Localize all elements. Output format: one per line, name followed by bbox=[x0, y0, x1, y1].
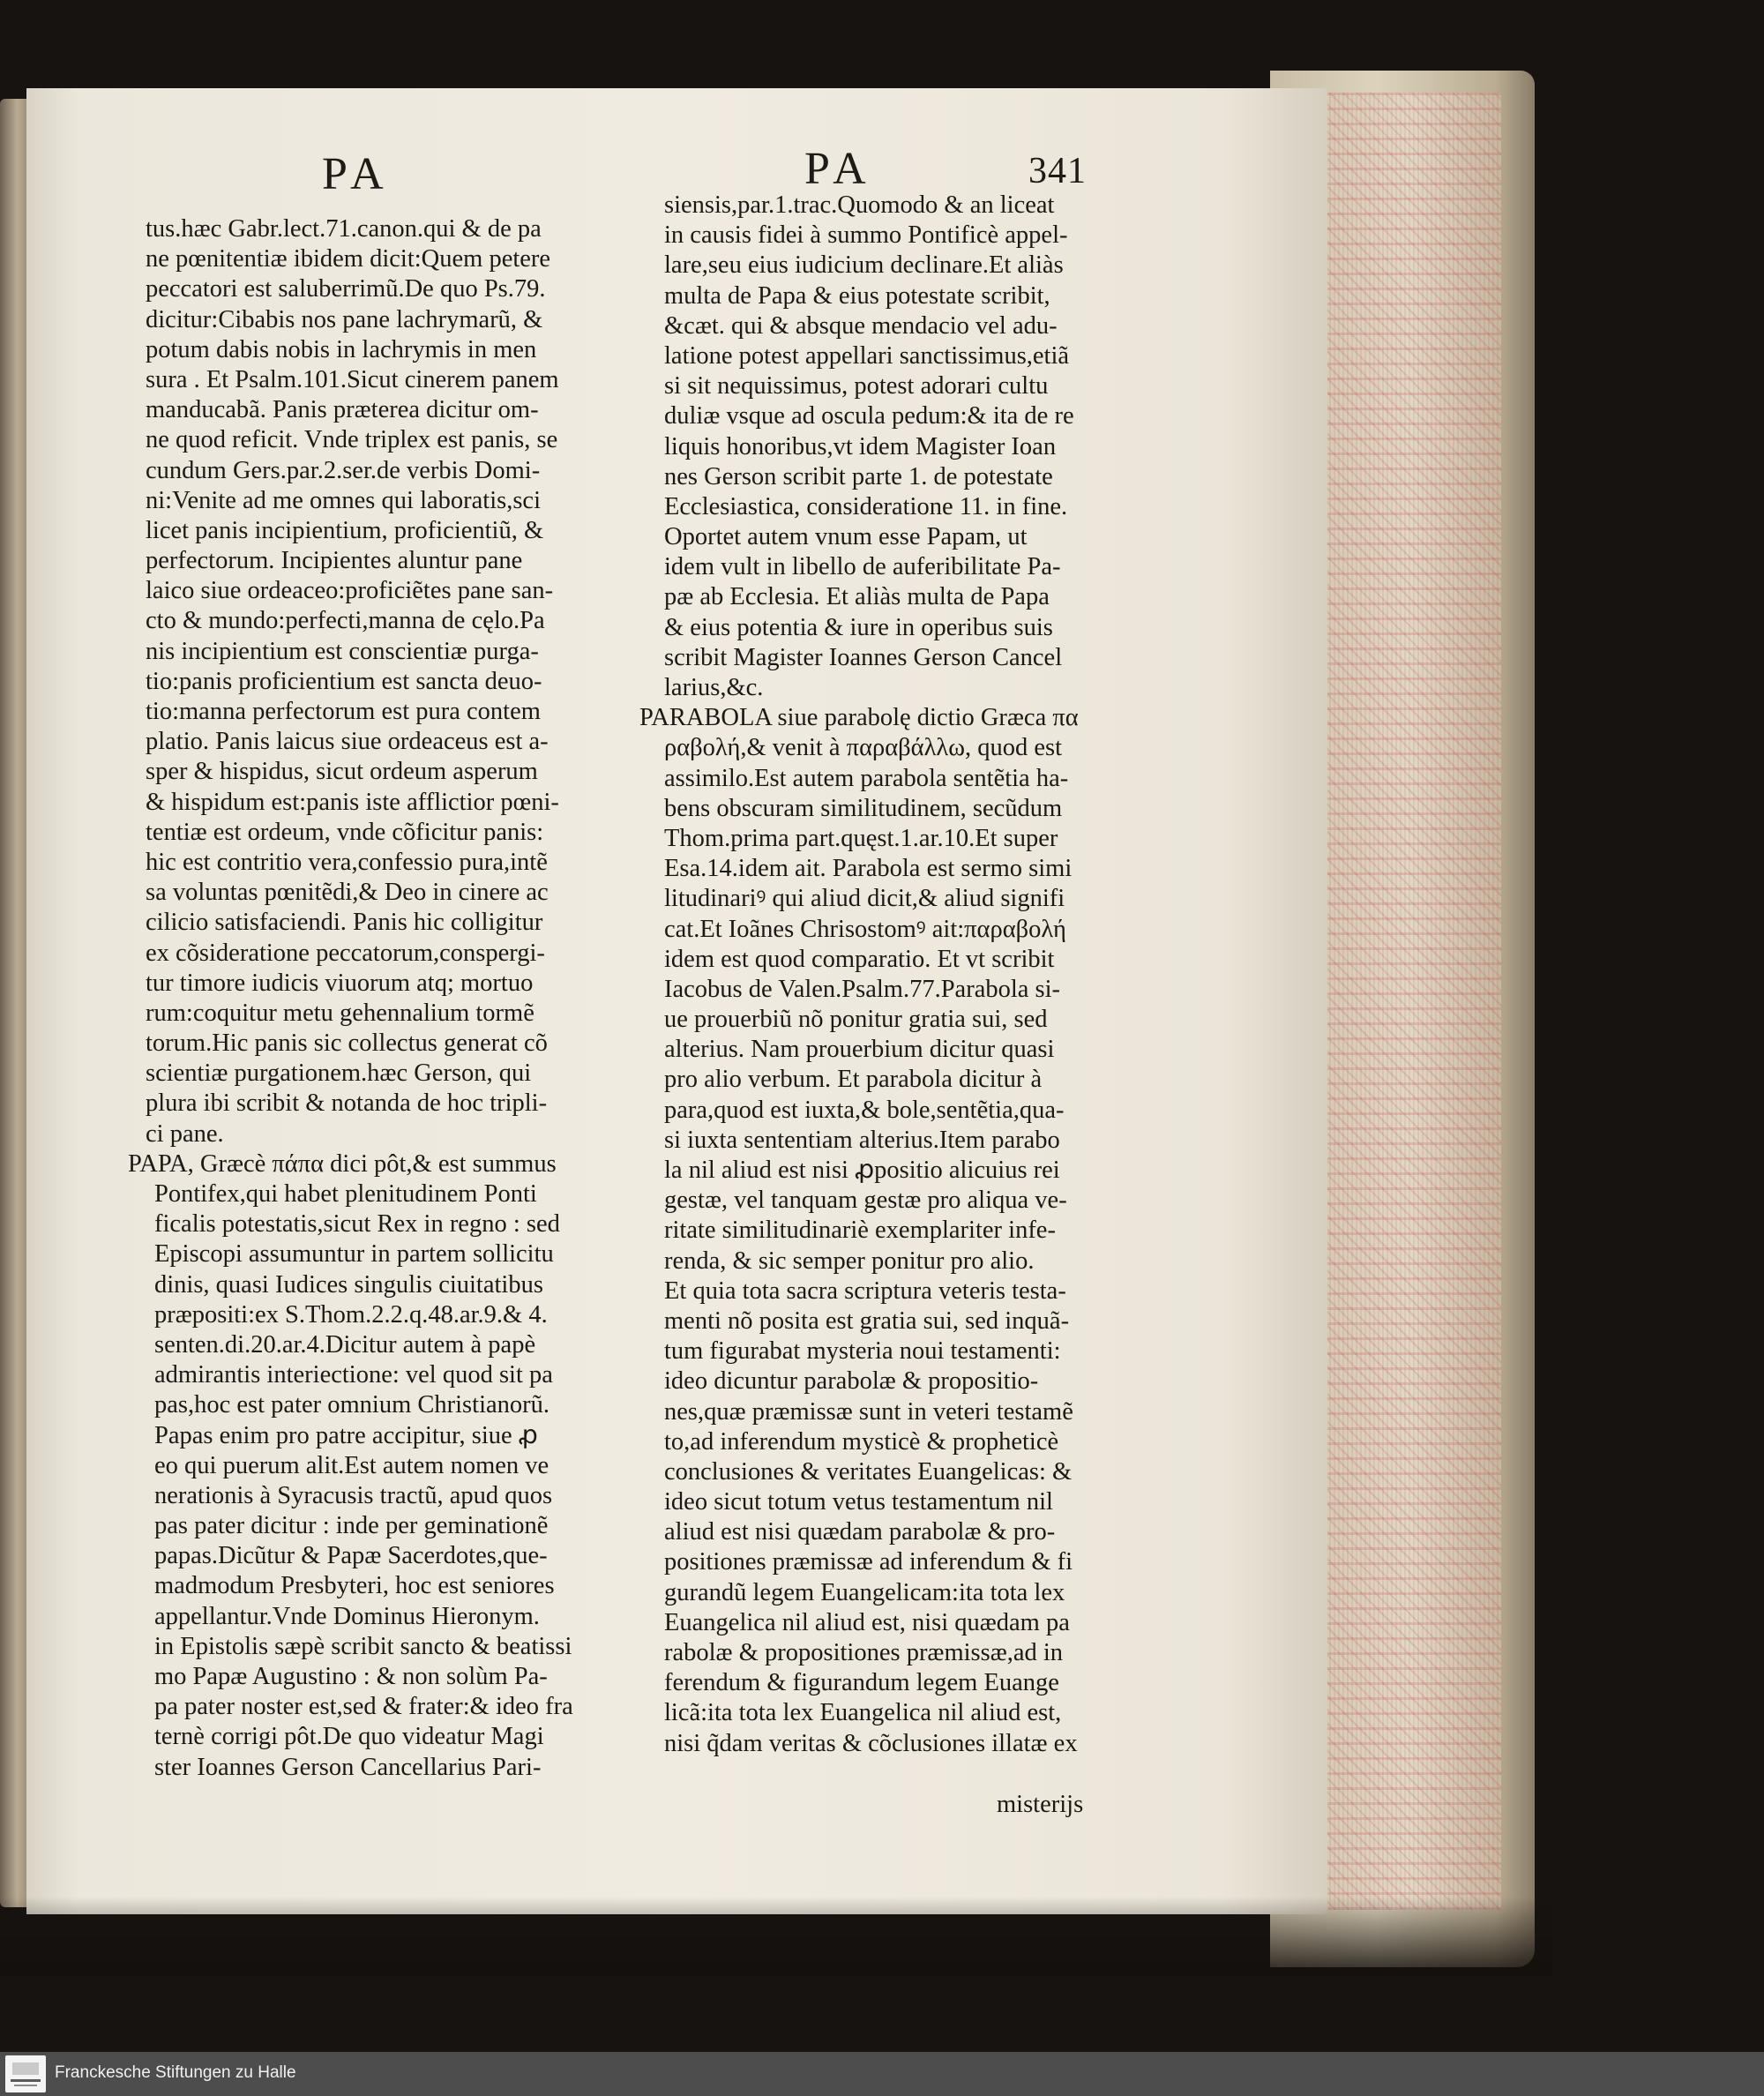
page-block-fore-edge bbox=[1319, 93, 1501, 1910]
text-line: ci pane. bbox=[146, 1119, 224, 1148]
text-line: senten.di.20.ar.4.Dicitur autem à papè bbox=[154, 1330, 536, 1359]
text-line: torum.Hic panis sic collectus generat cõ bbox=[146, 1029, 548, 1058]
text-line: Euangelica nil aliud est, nisi quædam pa bbox=[664, 1608, 1070, 1636]
text-line: alterius. Nam prouerbium dicitur quasi bbox=[664, 1036, 1055, 1064]
text-line: licã:ita tota lex Euangelica nil aliud est, bbox=[664, 1699, 1062, 1727]
text-line: tur timore iudicis viuorum atq; mortuo bbox=[146, 969, 534, 997]
text-line: plura ibi scribit & notanda de hoc tripli- bbox=[146, 1089, 548, 1118]
text-line: assimilo.Est autem parabola sentẽtia ha- bbox=[664, 764, 1069, 792]
text-line: si sit nequissimus, potest adorari cultu bbox=[664, 372, 1049, 400]
institution-logo-icon bbox=[5, 2055, 46, 2092]
text-line: positiones præmissæ ad inferendum & fi bbox=[664, 1548, 1073, 1576]
text-line: ternè corrigi pôt.De quo videatur Magi bbox=[154, 1723, 544, 1751]
text-line: tum figurabat mysteria noui testamenti: bbox=[664, 1337, 1061, 1366]
text-line: Et quia tota sacra scriptura veteris testa- bbox=[664, 1276, 1066, 1305]
text-line: pas,hoc est pater omnium Christianorũ. bbox=[154, 1391, 549, 1419]
text-line: nes Gerson scribit parte 1. de potestate bbox=[664, 462, 1053, 490]
text-line: ni:Venite ad me omnes qui laboratis,sci bbox=[146, 486, 541, 514]
text-line: pas pater dicitur : inde per geminationẽ bbox=[154, 1512, 549, 1540]
text-line: to,ad inferendum mysticè & propheticè bbox=[664, 1427, 1059, 1456]
text-line: sper & hispidus, sicut ordeum asperum bbox=[146, 758, 538, 786]
text-line: ritate similitudinariè exemplariter infe- bbox=[664, 1216, 1056, 1245]
text-line: conclusiones & veritates Euangelicas: & bbox=[664, 1457, 1073, 1486]
text-line: laico siue ordeaceo:proficiẽtes pane san- bbox=[146, 577, 554, 605]
text-line: Thom.prima part.quęst.1.ar.10.Et super bbox=[664, 824, 1058, 852]
text-line: appellantur.Vnde Dominus Hieronym. bbox=[154, 1602, 540, 1630]
text-line: ex cõsideratione peccatorum,conspergi- bbox=[146, 939, 545, 967]
text-line: ficalis potestatis,sicut Rex in regno : sed bbox=[154, 1210, 560, 1239]
text-line: &cæt. qui & absque mendacio vel adu- bbox=[664, 311, 1058, 340]
left-text-column bbox=[128, 214, 622, 1783]
right-text-column bbox=[639, 191, 1142, 1759]
text-line: rabolæ & propositiones præmissæ,ad in bbox=[664, 1639, 1064, 1666]
previous-page-edge bbox=[0, 99, 28, 1907]
text-line: larius,&c. bbox=[664, 674, 764, 701]
page-bottom-shadow bbox=[0, 1897, 1552, 1976]
text-line: multa de Papa & eius potestate scribit, bbox=[664, 281, 1050, 310]
text-line: & hispidum est:panis iste afflictior pœni- bbox=[146, 788, 559, 816]
text-line: eo qui puerum alit.Est autem nomen ve bbox=[154, 1451, 549, 1479]
text-line: si iuxta sententiam alterius.Item parabo bbox=[664, 1126, 1060, 1154]
text-line: pa pater noster est,sed & frater:& ideo fra bbox=[154, 1693, 573, 1721]
institution-name: Franckesche Stiftungen zu Halle bbox=[55, 2063, 296, 2082]
text-line: Pontifex,qui habet plenitudinem Ponti bbox=[154, 1180, 537, 1208]
text-line: siensis,par.1.trac.Quomodo & an liceat bbox=[664, 191, 1055, 219]
text-line: la nil aliud est nisi ꝓpositio alicuius rei bbox=[664, 1157, 1060, 1184]
text-line: ne pœnitentiæ ibidem dicit:Quem petere bbox=[146, 245, 551, 273]
text-line: ideo dicuntur parabolæ & propositio- bbox=[664, 1367, 1039, 1396]
text-line: nerationis à Syracusis tractũ, apud quos bbox=[154, 1481, 553, 1509]
text-line: cilicio satisfaciendi. Panis hic colligitur bbox=[146, 909, 543, 937]
text-line: bens obscuram similitudinem, secũdum bbox=[664, 794, 1063, 822]
text-line: lare,seu eius iudicium declinare.Et aliàs bbox=[664, 251, 1064, 280]
text-line: cundum Gers.par.2.ser.de verbis Domi- bbox=[146, 456, 541, 484]
text-line: PAPA, Græcè πάπα dici pôt,& est summus bbox=[128, 1149, 557, 1178]
text-line: cto & mundo:perfecti,manna de cęlo.Pa bbox=[146, 607, 545, 635]
text-line: liquis honoribus,vt idem Magister Ioan bbox=[664, 432, 1057, 460]
text-line: para,quod est iuxta,& bole,sentẽtia,qua- bbox=[664, 1096, 1065, 1124]
text-line: latione potest appellari sanctissimus,etiã bbox=[664, 341, 1070, 370]
catchword: misterijs bbox=[997, 1791, 1084, 1818]
text-line: in Epistolis sæpè scribit sancto & beatissi bbox=[154, 1632, 572, 1660]
text-line: ster Ioannes Gerson Cancellarius Pari- bbox=[154, 1753, 542, 1781]
text-line: sa voluntas pœnitẽdi,& Deo in cinere ac bbox=[146, 879, 549, 907]
text-line: renda, & sic semper ponitur pro alio. bbox=[664, 1246, 1035, 1275]
text-line: ραβολή,& venit à παραβάλλω, quod est bbox=[664, 734, 1063, 762]
text-line: Papas enim pro patre accipitur, siue ꝓ bbox=[154, 1421, 538, 1449]
text-line: madmodum Presbyteri, hoc est seniores bbox=[154, 1572, 555, 1600]
text-line: idem vult in libello de auferibilitate Pa- bbox=[664, 553, 1061, 581]
viewer-footer-bar bbox=[0, 2052, 1764, 2096]
text-line: tio:panis proficientium est sancta deuo- bbox=[146, 667, 542, 695]
text-line: præpositi:ex S.Thom.2.2.q.48.ar.9.& 4. bbox=[154, 1300, 548, 1329]
text-line: tentiæ est ordeum, vnde cõficitur panis: bbox=[146, 818, 544, 846]
text-line: Esa.14.idem ait. Parabola est sermo simi bbox=[664, 855, 1073, 883]
text-line: platio. Panis laicus siue ordeaceus est a- bbox=[146, 728, 549, 756]
text-line: gestæ, vel tanquam gestæ pro aliqua ve- bbox=[664, 1186, 1067, 1215]
text-line: gurandũ legem Euangelicam:ita tota lex bbox=[664, 1578, 1065, 1606]
text-line: PARABOLA siue parabolę dictio Græca πα bbox=[639, 704, 1079, 732]
text-line: Ecclesiastica, consideratione 11. in fine. bbox=[664, 492, 1068, 520]
text-line: mo Papæ Augustino : & non solùm Pa- bbox=[154, 1663, 548, 1690]
text-line: potum dabis nobis in lachrymis in men bbox=[146, 335, 537, 363]
text-line: & eius potentia & iure in operibus suis bbox=[664, 613, 1053, 641]
text-line: tio:manna perfectorum est pura contem bbox=[146, 698, 541, 725]
text-line: Episcopi assumuntur in partem sollicitu bbox=[154, 1240, 554, 1269]
text-line: sura . Et Psalm.101.Sicut cinerem panem bbox=[146, 365, 559, 393]
text-line: litudinariꝰ qui aliud dicit,& aliud signifi bbox=[664, 885, 1065, 913]
text-line: hic est contritio vera,confessio pura,intẽ bbox=[146, 848, 548, 876]
text-line: dinis, quasi Iudices singulis ciuitatibus bbox=[154, 1270, 543, 1299]
text-line: cat.Et Ioãnes Chrisostomꝰ ait:παραβολή bbox=[664, 915, 1066, 943]
text-line: Iacobus de Valen.Psalm.77.Parabola si- bbox=[664, 975, 1061, 1003]
text-line: rum:coquitur metu gehennalium tormẽ bbox=[146, 999, 534, 1027]
text-line: menti nõ posita est gratia sui, sed inquã- bbox=[664, 1306, 1070, 1335]
text-line: pro alio verbum. Et parabola dicitur à bbox=[664, 1066, 1043, 1094]
text-line: dicitur:Cibabis nos pane lachrymarũ, & bbox=[146, 305, 543, 333]
text-line: scribit Magister Ioannes Gerson Cancel bbox=[664, 643, 1063, 671]
text-line: duliæ vsque ad oscula pedum:& ita de re bbox=[664, 402, 1074, 430]
running-head-left: PA bbox=[322, 149, 391, 199]
text-line: licet panis incipientium, proficientiũ, & bbox=[146, 516, 544, 544]
text-line: ue prouerbiũ nõ ponitur gratia sui, sed bbox=[664, 1006, 1048, 1034]
text-line: papas.Dicũtur & Papæ Sacerdotes,que- bbox=[154, 1542, 548, 1570]
text-line: scientiæ purgationem.hæc Gerson, qui bbox=[146, 1059, 532, 1088]
text-line: nis incipientium est conscientiæ purga- bbox=[146, 637, 539, 665]
text-line: peccatori est saluberrimũ.De quo Ps.79. bbox=[146, 275, 546, 303]
text-line: in causis fidei à summo Pontificè appel- bbox=[664, 221, 1068, 250]
running-head-right: PA bbox=[804, 144, 873, 194]
text-line: perfectorum. Incipientes aluntur pane bbox=[146, 547, 523, 575]
text-line: aliud est nisi quædam parabolæ & pro- bbox=[664, 1518, 1056, 1546]
text-line: ne quod reficit. Vnde triplex est panis, se bbox=[146, 426, 558, 454]
text-line: pæ ab Ecclesia. Et aliàs multa de Papa bbox=[664, 583, 1050, 611]
text-line: ferendum & figurandum legem Euange bbox=[664, 1669, 1059, 1697]
page-number: 341 bbox=[1028, 151, 1087, 191]
text-line: admirantis interiectione: vel quod sit pa bbox=[154, 1361, 553, 1389]
text-line: tus.hæc Gabr.lect.71.canon.qui & de pa bbox=[146, 215, 542, 243]
text-line: nes,quæ præmissæ sunt in veteri testamẽ bbox=[664, 1397, 1073, 1426]
text-line: ideo sicut totum vetus testamentum nil bbox=[664, 1488, 1053, 1516]
text-line: Oportet autem vnum esse Papam, ut bbox=[664, 523, 1028, 551]
text-line: manducabã. Panis præterea dicitur om- bbox=[146, 396, 539, 424]
text-line: idem est quod comparatio. Et vt scribit bbox=[664, 945, 1055, 973]
text-line: nisi q̃dam veritas & cõclusiones illatæ ex bbox=[664, 1729, 1078, 1757]
